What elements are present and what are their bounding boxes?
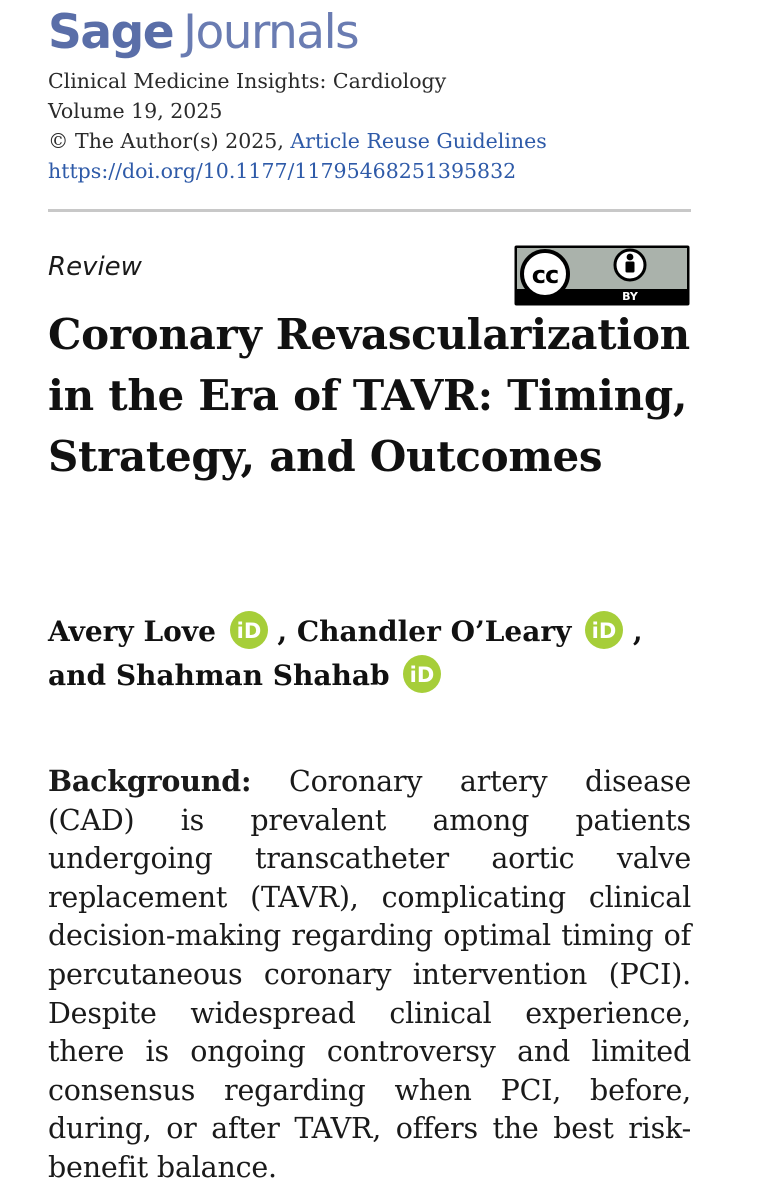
doi-link[interactable]: https://doi.org/10.1177/11795468251395832 [48,159,517,183]
article-meta [48,66,547,186]
author-separator: , [267,615,297,648]
article-reuse-link[interactable]: Article Reuse Guidelines [290,129,547,153]
author-list [48,610,708,698]
brand-sage: Sage [48,5,174,60]
volume-info: Volume 19, 2025 [48,99,223,123]
orcid-icon-text: iD [236,619,261,643]
author-name[interactable]: Shahman Shahab [115,659,390,692]
author-name[interactable]: Avery Love [48,615,216,648]
abstract-background [48,762,691,1188]
cc-icon-text: cc [531,261,559,289]
brand-journals: Journals [183,5,359,60]
header-divider [48,209,691,212]
sage-journals-logo[interactable] [48,4,358,62]
author-name[interactable]: Chandler O’Leary [296,615,572,648]
orcid-icon-text: iD [591,619,617,643]
copyright-text: © The Author(s) 2025, [48,129,291,153]
orcid-icon[interactable] [230,611,268,649]
author-separator: , [623,615,643,648]
orcid-icon[interactable] [403,655,441,693]
orcid-icon[interactable] [585,611,623,649]
article-title: Coronary Revascularization in the Era of TAVR: Timing, Strategy, and Outcomes [48,310,690,481]
abstract-label: Background: [48,764,252,798]
copyright-line [48,126,547,156]
doi-row [48,156,547,186]
orcid-icon-text: iD [410,663,435,687]
article-type: Review [48,252,142,282]
abstract-text: Coronary artery disease (CAD) is prevalent among patients undergoing transcatheter aortic valve replacement (TAVR), complicating clinical decision-making regarding optimal timing of percutaneous coronary intervention (PCI). Despite widespread clinical experience, there is ongoing controversy and limited consensus regarding when PCI, before, during, or after TAVR, offers the best risk-benefit balance. [48,765,691,1184]
journal-name: Clinical Medicine Insights: Cardiology [48,69,447,93]
by-label: BY [622,290,638,303]
cc-by-license-badge[interactable] [514,245,690,306]
author-conjunction: and [48,659,116,692]
